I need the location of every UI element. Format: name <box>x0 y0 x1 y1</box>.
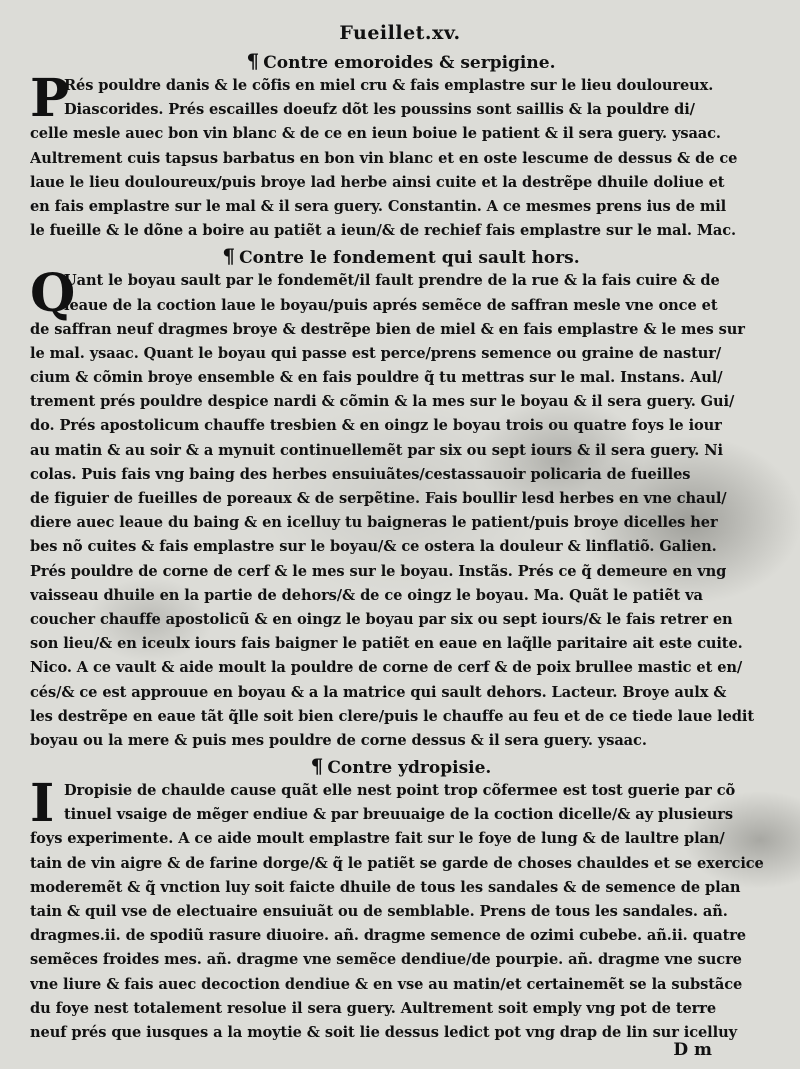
text-line: les destrẽpe en eaue tãt q̃lle soit bien clere/puis le chauffe au feu et de ce tiede laue ledit <box>30 707 754 725</box>
pilcrow-icon: ¶ <box>310 754 324 779</box>
text-line: le fueille & le dõne a boire au patiẽt a ieun/& de rechief fais emplastre sur le mal. Mac. <box>30 222 737 240</box>
catchword: D m <box>673 1040 712 1060</box>
section-heading-text: Contre emoroides & serpigine. <box>263 53 556 73</box>
text-line: de saffran neuf dragmes broye & destrẽpe bien de miel & en fais emplastre & le mes sur <box>30 320 745 338</box>
text-line: celle mesle auec bon vin blanc & de ce en ieun boiue le patient & il sera guery. ysaac. <box>30 125 721 143</box>
text-line: Uant le boyau sault par le fondemẽt/il fault prendre de la rue & la fais cuire & de <box>64 272 720 290</box>
folio-number: Fueillet.xv. <box>339 22 461 44</box>
section-heading-emoroides <box>30 48 772 74</box>
text-line: tain & quil vse de electuaire ensuiuãt ou de semblable. Prens de tous les sandales. añ. <box>30 903 728 920</box>
text-line: colas. Puis fais vng baing des herbes ensuiuãtes/cestassauoir policaria de fueilles <box>30 465 691 483</box>
section-heading-text: Contre ydropisie. <box>327 758 492 779</box>
text-line: tain de vin aigre & de farine dorge/& q̃ le patiẽt se garde de choses chauldes et se exercice <box>30 854 764 872</box>
initial-letter: Q <box>30 263 76 325</box>
text-line: moderemẽt & q̃ vnction luy soit faicte dhuile de tous les sandales & de semence de plan <box>30 878 741 896</box>
section-heading-ydropisie <box>30 753 772 779</box>
paragraph-fondement <box>30 263 772 753</box>
paragraph-emoroides <box>30 68 772 243</box>
text-line: cium & cõmin broye ensemble & en fais pouldre q̃ tu mettras sur le mal. Instans. Aul/ <box>30 369 723 387</box>
text-line: dragmes.ii. de spodiũ rasure diuoire. añ. dragme semence de ozimi cubebe. añ.ii. quatre <box>30 927 746 945</box>
text-line: le mal. ysaac. Quant le boyau qui passe est perce/prens semence ou graine de nastur/ <box>30 344 722 362</box>
text-line: coucher chauffe apostolicũ & en oingz le boyau par six ou sept iours/& le fais retrer en <box>30 610 733 628</box>
text-line: vaisseau dhuile en la partie de dehors/& de ce oingz le boyau. Ma. Quãt le patiẽt va <box>30 586 703 604</box>
text-line: Nico. A ce vault & aide moult la pouldre de corne de cerf & de poix brullee mastic et en/ <box>30 659 743 677</box>
text-line: laue le lieu douloureux/puis broye lad herbe ainsi cuite et la destrẽpe dhuile doliue et <box>30 173 725 191</box>
text-line: vne liure & fais auec decoction dendiue & en vse au matin/et certainemẽt se la substãce <box>30 975 743 993</box>
text-line: do. Prés apostolicum chauffe tresbien & en oingz le boyau trois ou quatre foys le iour <box>30 417 722 435</box>
text-line: foys experimente. A ce aide moult emplastre fait sur le foye de lung & de laultre plan/ <box>30 830 725 848</box>
pilcrow-icon: ¶ <box>246 49 260 73</box>
text-line: Aultrement cuis tapsus barbatus en bon vin blanc et en oste lescume de dessus & de ce <box>30 149 738 167</box>
text-line: Diascorides. Prés escailles doeufz dõt les poussins sont saillis & la pouldre di/ <box>64 101 695 119</box>
text-line: Prés pouldre de corne de cerf & le mes sur le boyau. Instãs. Prés ce q̃ demeure en vng <box>30 562 727 580</box>
text-line: au matin & au soir & a mynuit continuellemẽt par six ou sept iours & il sera guery. Ni <box>30 441 723 459</box>
text-line: Rés pouldre danis & le cõfis en miel cru & fais emplastre sur le lieu douloureux. <box>64 77 714 94</box>
text-line: leaue de la coction laue le boyau/puis aprés semẽce de saffran mesle vne once et <box>64 296 718 314</box>
text-line: bes nõ cuites & fais emplastre sur le boyau/& ce ostera la douleur & linflatiõ. Galien. <box>30 538 717 556</box>
section-heading-text: Contre le fondement qui sault hors. <box>239 248 580 269</box>
text-line: cés/& ce est approuue en boyau & a la matrice qui sault dehors. Lacteur. Broye aulx & <box>30 683 727 701</box>
text-line: Dropisie de chaulde cause quãt elle nest point trop cõfermee est tost guerie par cõ <box>64 782 736 800</box>
text-line: semẽces froides mes. añ. dragme vne semẽce dendiue/de pourpie. añ. dragme vne sucre <box>30 951 742 969</box>
section-heading-fondement <box>30 243 772 269</box>
text-line: du foye nest totalement resolue il sera guery. Aultrement soit emply vng pot de terre <box>30 999 717 1017</box>
initial-letter: P <box>30 68 70 129</box>
text-line: neuf prés que iusques a la moytie & soit lie dessus ledict pot vng drap de lin sur icelluy <box>30 1023 737 1041</box>
text-block <box>30 48 772 1045</box>
text-line: son lieu/& en iceulx iours fais baigner le patiẽt en eaue en laq̃lle paritaire ait este cuite. <box>30 635 743 653</box>
initial-letter: I <box>30 773 55 835</box>
text-line: tinuel vsaige de mẽger endiue & par breuuaige de la coction dicelle/& ay plusieurs <box>64 806 733 824</box>
pilcrow-icon: ¶ <box>222 244 236 269</box>
text-line: boyau ou la mere & puis mes pouldre de corne dessus & il sera guery. ysaac. <box>30 731 647 749</box>
text-line: diere auec leaue du baing & en icelluy tu baigneras le patient/puis broye dicelles her <box>30 514 718 532</box>
paragraph-ydropisie <box>30 773 772 1045</box>
text-line: en fais emplastre sur le mal & il sera guery. Constantin. A ce mesmes prens ius de mil <box>30 197 727 215</box>
text-line: trement prés pouldre despice nardi & cõmin & la mes sur le boyau & il sera guery. Gui/ <box>30 393 735 411</box>
text-line: de figuier de fueilles de poreaux & de serpẽtine. Fais boullir lesd herbes en vne chaul/ <box>30 490 727 507</box>
